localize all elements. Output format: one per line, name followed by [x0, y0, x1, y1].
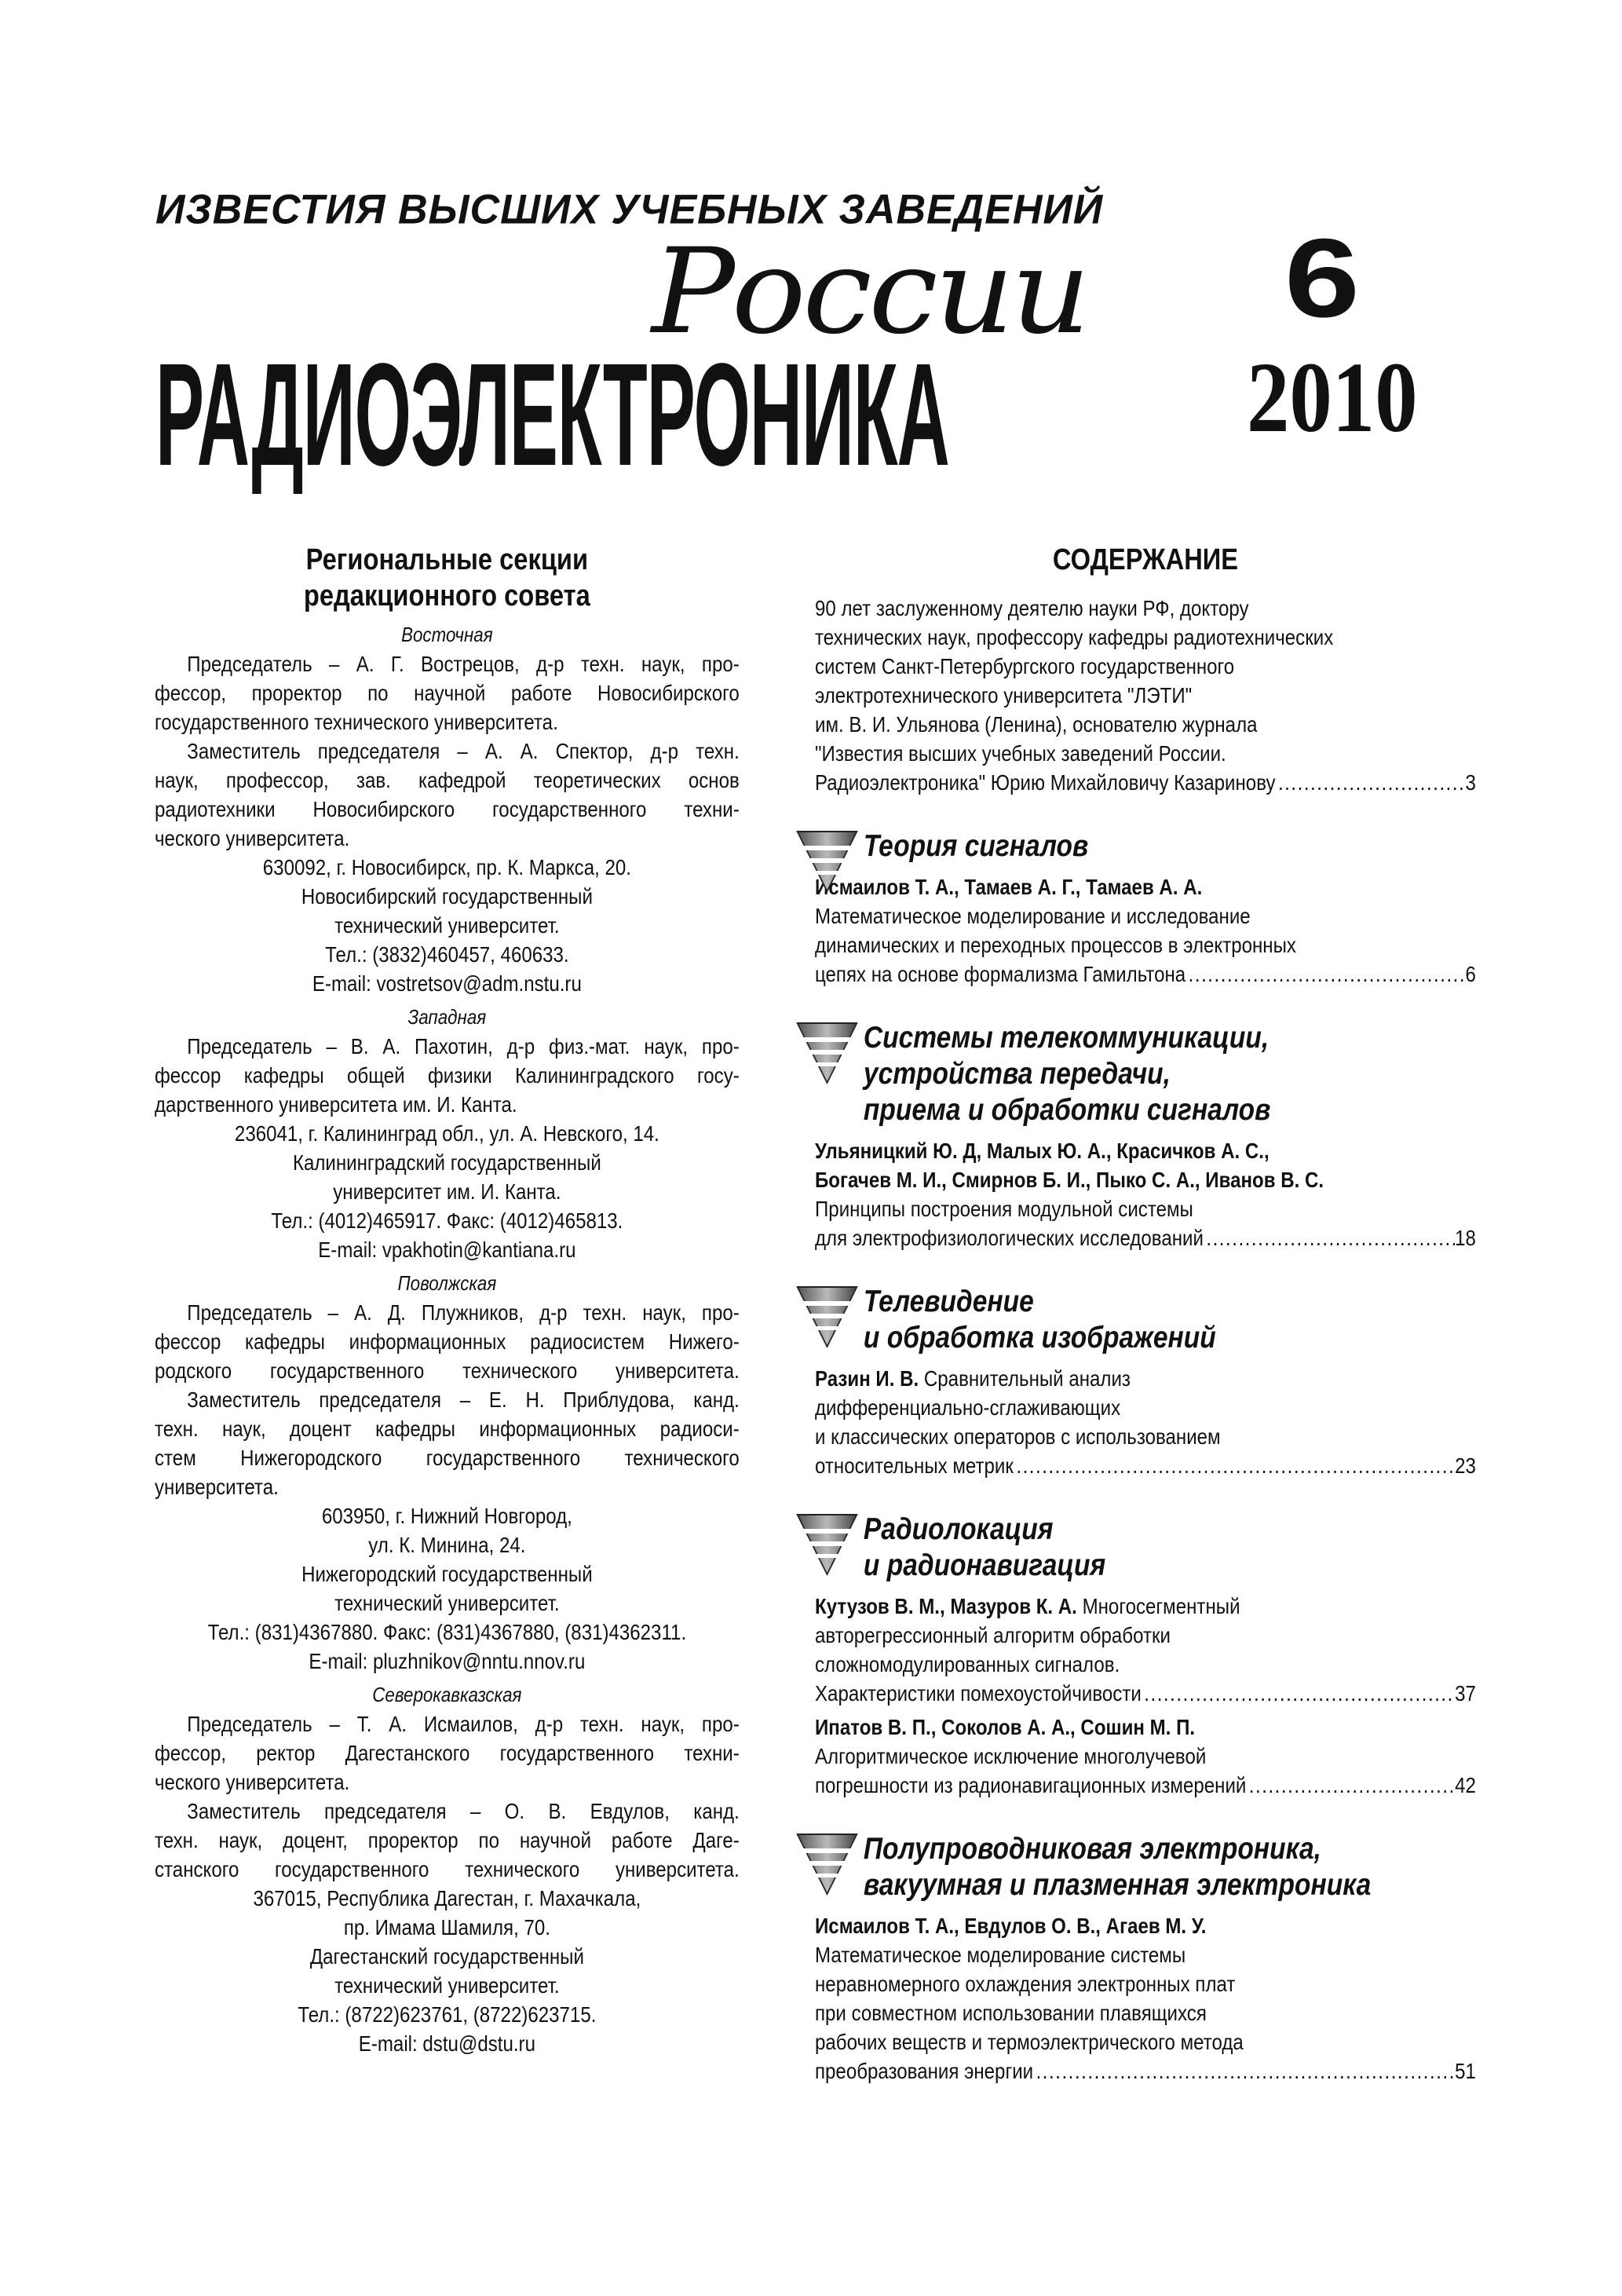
text-line: E-mail: vostretsov@adm.nstu.ru: [312, 971, 582, 996]
text-line: Новосибирский государственный: [301, 884, 593, 909]
text-line: E-mail: dstu@dstu.ru: [358, 2031, 535, 2056]
page-number: 3: [1465, 770, 1476, 795]
entry-text-line: электротехнического университета "ЛЭТИ": [815, 683, 1193, 707]
article-title-line: авторегрессионный алгоритм обработки: [815, 1623, 1171, 1647]
text-line: Тел.: (831)4367880. Факс: (831)4367880, (831)4362311.: [207, 1620, 687, 1644]
toc-section: [815, 1284, 1476, 1480]
council-section: [155, 1003, 740, 1264]
text-line: университета.: [155, 1475, 279, 1499]
dot-leader: [1204, 1223, 1455, 1252]
page-number: 37: [1455, 1681, 1476, 1706]
country-title: России: [652, 224, 1087, 360]
text-line: фессор кафедры общей физики Калининградского госу-: [155, 1063, 740, 1088]
toc-section: [815, 828, 1476, 989]
text-line: технический университет.: [334, 1591, 560, 1615]
toc-section: [815, 1512, 1476, 1800]
text-line: фессор, ректор Дагестанского государственного техни-: [155, 1741, 740, 1765]
text-line: 630092, г. Новосибирск, пр. К. Маркса, 20.: [262, 855, 631, 879]
dot-leader: [1014, 1451, 1455, 1480]
text-line: техн. наук, доцент, проректор по научной работе Даге-: [155, 1828, 740, 1852]
toc-sections: [815, 828, 1476, 2086]
text-line: фессор, проректор по научной работе Новосибирского: [155, 681, 740, 705]
section-title: Северокавказская: [372, 1683, 522, 1706]
text-line: Тел.: (8722)623761, (8722)623715.: [298, 2002, 597, 2027]
section-title: [815, 1020, 1476, 1128]
text-line: E-mail: pluzhnikov@nntu.nnov.ru: [309, 1649, 586, 1673]
section-title-line: устройства передачи,: [863, 1057, 1171, 1091]
toc-leader-line: [815, 2057, 1476, 2086]
article-title-line: Многосегментный: [1082, 1594, 1240, 1618]
entry-text: для электрофизиологических исследований: [815, 1226, 1204, 1250]
article-title-line: сложномодулированных сигналов.: [815, 1652, 1120, 1676]
toc-leader-line: [815, 1679, 1476, 1708]
dot-leader: [1276, 768, 1466, 797]
text-line: Заместитель председателя – Е. Н. Приблудова, канд.: [187, 1387, 740, 1412]
text-line: Калининградский государственный: [292, 1150, 601, 1175]
section-title: Поволжская: [397, 1271, 497, 1295]
council-heading: [155, 542, 740, 614]
article-title-line: рабочих веществ и термоэлектрического метода: [815, 2030, 1244, 2054]
toc-article-entry[interactable]: [815, 1364, 1476, 1480]
page-number: 51: [1455, 2059, 1476, 2083]
text-line: технический университет.: [334, 1973, 560, 1998]
page-number: 6: [1465, 962, 1476, 986]
text-line: фессор кафедры информационных радиосистем Нижего-: [155, 1329, 740, 1354]
article-authors: Исмаилов Т. А., Тамаев А. Г., Тамаев А. А.: [815, 875, 1203, 899]
text-line: ческого университета.: [155, 826, 350, 850]
entry-text-line: технических наук, профессору кафедры радиотехнических: [815, 625, 1334, 649]
section-triangle-icon: [796, 830, 858, 893]
text-line: техн. наук, доцент кафедры информационных радиоси-: [155, 1417, 740, 1441]
section-title-line: Полупроводниковая электроника,: [863, 1832, 1321, 1866]
dot-leader: [1185, 960, 1465, 989]
entry-text-line: 90 лет заслуженному деятелю науки РФ, доктору: [815, 596, 1249, 620]
article-authors: Богачев М. И., Смирнов Б. И., Пыко С. А., Иванов В. С.: [815, 1168, 1324, 1192]
article-title-line: Математическое моделирование и исследование: [815, 904, 1251, 928]
section-title: Западная: [407, 1005, 487, 1029]
text-line: Тел.: (4012)465917. Факс: (4012)465813.: [271, 1208, 623, 1233]
text-line: Тел.: (3832)460457, 460633.: [325, 942, 569, 967]
text-line: ческого университета.: [155, 1770, 350, 1794]
toc-section: [815, 1020, 1476, 1252]
text-line: Заместитель председателя – А. А. Спектор, д-р техн.: [187, 739, 740, 763]
toc-article-entry[interactable]: [815, 872, 1476, 989]
section-title: [815, 1831, 1476, 1903]
section-triangle-icon: [796, 1022, 858, 1084]
dot-leader: [1246, 1771, 1455, 1800]
article-title-line: при совместном использовании плавящихся: [815, 2001, 1207, 2025]
article-title-line: и классических операторов с использованием: [815, 1424, 1221, 1449]
toc-leader-line: [815, 768, 1476, 797]
toc-leader-line: [815, 1223, 1476, 1252]
text-line: Председатель – А. Д. Плужников, д-р техн. наук, про-: [187, 1300, 740, 1325]
article-title-line: Математическое моделирование системы: [815, 1943, 1186, 1967]
text-line: ул. К. Минина, 24.: [368, 1533, 526, 1557]
article-first-line: [815, 1364, 1476, 1393]
section-title-line: и радионавигация: [863, 1548, 1106, 1582]
section-title: [815, 1512, 1476, 1584]
page-number: 23: [1455, 1453, 1476, 1478]
council-heading-line: Региональные секции: [305, 543, 589, 576]
text-line: Заместитель председателя – О. В. Евдулов, канд.: [187, 1799, 740, 1823]
article-authors: Разин И. В.: [815, 1366, 919, 1391]
toc-article-entry[interactable]: [815, 1592, 1476, 1708]
section-title-line: Радиолокация: [863, 1512, 1054, 1546]
article-title-line: неравномерного охлаждения электронных плат: [815, 1972, 1236, 1996]
section-title-line: и обработка изображений: [863, 1321, 1216, 1355]
section-triangle-icon: [796, 1285, 858, 1348]
series-title: ИЗВЕСТИЯ ВЫСШИХ УЧЕБНЫХ ЗАВЕДЕНИЙ: [155, 185, 1104, 232]
issue-number: 6: [1284, 214, 1360, 341]
text-line: стем Нижегородского государственного технического: [155, 1446, 740, 1470]
text-line: 367015, Республика Дагестан, г. Махачкала,: [253, 1886, 641, 1910]
entry-text: Радиоэлектроника" Юрию Михайловичу Казаринову: [815, 770, 1276, 795]
text-line: 603950, г. Нижний Новгород,: [321, 1504, 572, 1528]
page-number: 18: [1455, 1226, 1476, 1250]
entry-text: относительных метрик: [815, 1453, 1014, 1478]
section-triangle-icon: [796, 1513, 858, 1576]
entry-text: Характеристики помехоустойчивости: [815, 1681, 1142, 1706]
section-title-line: Телевидение: [863, 1285, 1034, 1318]
section-triangle-icon: [796, 1833, 858, 1896]
section-title-line: Теория сигналов: [863, 829, 1089, 863]
entry-text-line: "Известия высших учебных заведений России.: [815, 741, 1226, 766]
toc-leader-line: [815, 1771, 1476, 1800]
issue-year: 2010: [1247, 342, 1418, 453]
text-line: родского государственного технического университета.: [155, 1358, 740, 1383]
entry-text-line: им. В. И. Ульянова (Ленина), основателю журнала: [815, 712, 1258, 737]
article-title-line: Принципы построения модульной системы: [815, 1197, 1193, 1221]
section-title-line: приема и обработки сигналов: [863, 1093, 1271, 1127]
article-authors: Ипатов В. П., Соколов А. А., Сошин М. П.: [815, 1715, 1196, 1739]
text-line: наук, профессор, зав. кафедрой теоретических основ: [155, 768, 740, 792]
entry-text: погрешности из радионавигационных измерений: [815, 1773, 1247, 1797]
article-authors: Ульяницкий Ю. Д, Малых Ю. А., Красичков А. С.,: [815, 1139, 1269, 1163]
article-title-line: Алгоритмическое исключение многолучевой: [815, 1744, 1207, 1768]
text-line: Нижегородский государственный: [301, 1562, 593, 1586]
entry-text-line: систем Санкт-Петербургского государственного: [815, 654, 1235, 678]
toc-section: [815, 1831, 1476, 2086]
section-title-line: вакуумная и плазменная электроника: [863, 1868, 1372, 1902]
council-section: [155, 1269, 740, 1676]
section-title-line: Системы телекоммуникации,: [863, 1021, 1269, 1055]
text-line: пр. Имама Шамиля, 70.: [343, 1915, 550, 1940]
dot-leader: [1142, 1679, 1455, 1708]
text-line: Председатель – А. Г. Вострецов, д-р техн. наук, про-: [187, 652, 740, 676]
text-line: государственного технического университета.: [155, 710, 558, 734]
editorial-council-column: [155, 542, 740, 2058]
toc-article-entry[interactable]: [815, 1136, 1476, 1252]
section-title: Восточная: [401, 623, 493, 646]
text-line: станского государственного технического университета.: [155, 1857, 740, 1881]
contents-column: [815, 542, 1476, 2090]
council-section: [155, 1680, 740, 2058]
council-heading-line: редакционного совета: [303, 579, 590, 612]
council-sections: [155, 620, 740, 2058]
text-line: дарственного университета им. И. Канта.: [155, 1092, 517, 1117]
dot-leader: [1033, 2057, 1455, 2086]
article-title-line: дифференциально-сглаживающих: [815, 1395, 1121, 1420]
text-line: радиотехники Новосибирского государственного техни-: [155, 797, 740, 821]
text-line: E-mail: vpakhotin@kantiana.ru: [318, 1238, 576, 1262]
article-authors: Исмаилов Т. А., Евдулов О. В., Агаев М. У.: [815, 1914, 1207, 1938]
text-line: Председатель – Т. А. Исмаилов, д-р техн. наук, про-: [187, 1712, 740, 1736]
page-number: 42: [1455, 1773, 1476, 1797]
entry-text: цепях на основе формализма Гамильтона: [815, 962, 1186, 986]
journal-title: РАДИОЭЛЕКТРОНИКА: [155, 334, 949, 496]
toc-article-entry[interactable]: [815, 1911, 1476, 2086]
article-authors: Кутузов В. М., Мазуров К. А.: [815, 1594, 1077, 1618]
article-first-line: [815, 1592, 1476, 1621]
article-title-line: динамических и переходных процессов в электронных: [815, 933, 1296, 957]
council-section: [155, 620, 740, 998]
text-line: 236041, г. Калининград обл., ул. А. Невского, 14.: [234, 1121, 659, 1146]
toc-leader-line: [815, 1451, 1476, 1480]
section-title: [815, 1284, 1476, 1356]
text-line: технический университет.: [334, 913, 560, 938]
toc-leader-line: [815, 960, 1476, 989]
entry-text: преобразования энергии: [815, 2059, 1034, 2083]
toc-article-entry[interactable]: [815, 1713, 1476, 1800]
section-title: [815, 828, 1476, 865]
text-line: университет им. И. Канта.: [333, 1179, 561, 1204]
toc-intro-entry[interactable]: [815, 594, 1476, 797]
text-line: Дагестанский государственный: [309, 1944, 584, 1969]
contents-heading: СОДЕРЖАНИЕ: [1052, 543, 1239, 576]
text-line: Председатель – В. А. Пахотин, д-р физ.-мат. наук, про-: [187, 1034, 740, 1058]
article-title-line: Сравнительный анализ: [923, 1366, 1131, 1391]
